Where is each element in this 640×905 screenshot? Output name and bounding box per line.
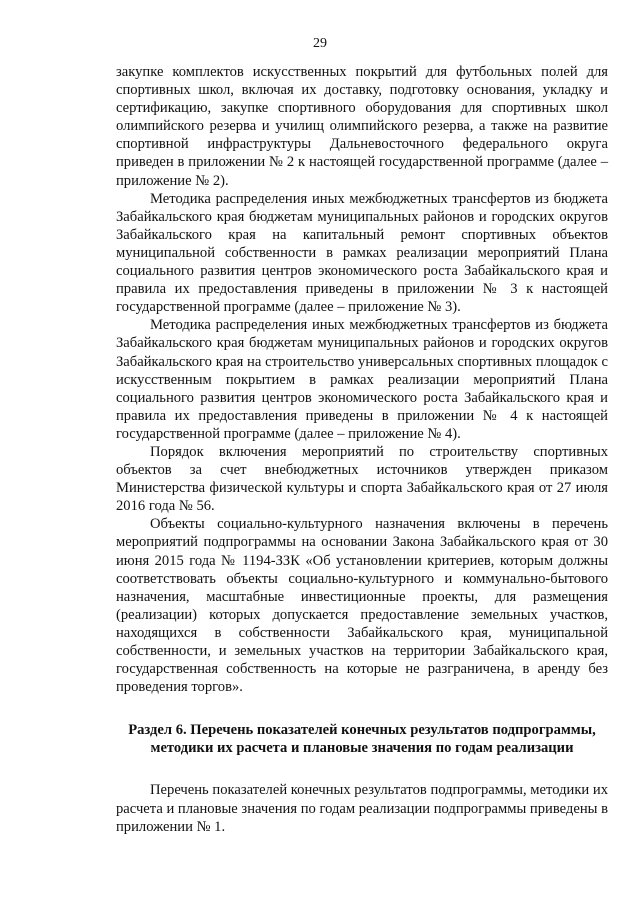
paragraph-social-objects: Объекты социально-культурного назначения включены в перечень мероприятий подпрограммы на основании Закона Забайкальского края от 30 июня 2015 года № 1194-ЗЗК «Об установлении критериев, которым должны соответствовать объекты социально-культурного и коммунально-бытового назначения, масштабные инвестиционные проекты, для размещения (реализации) которых допускается предоставление земельных участков, находящихся в собственности Забайкальского края, муниципальной собственности, и земельных участков на территории Забайкальского края, государственная собственность на которые не разграничена, в аренду без проведения торгов». [116,516,608,696]
section-heading-line-2: методики их расчета и плановые значения по годам реализации [150,740,574,757]
paragraph-indicators: Перечень показателей конечных результатов подпрограммы, методики их расчета и плановые значения по годам реализации подпрограммы приведены в приложении № 1. [116,782,608,835]
page-body [116,63,608,836]
paragraph-inclusion-procedure: Порядок включения мероприятий по строительству спортивных объектов за счет внебюджетных источников утвержден приказом Министерства физической культуры и спорта Забайкальского края от 27 июля 2016 года № 56. [116,443,608,515]
paragraph-appendix-3: Методика распределения иных межбюджетных трансфертов из бюджета Забайкальского края бюджетам муниципальных районов и городских округов Забайкальского края на капитальный ремонт спортивных объектов муниципальной собственности в рамках реализации мероприятий Плана социального развития центров экономического роста Забайкальского края и правила их предоставления приведены в приложении № 3 к настоящей государственной программе (далее – приложение № 3). [116,190,608,316]
paragraph-appendix-4: Методика распределения иных межбюджетных трансфертов из бюджета Забайкальского края бюджетам муниципальных районов и городских округов Забайкальского края на строительство универсальных спортивных площадок с искусственным покрытием в рамках реализации мероприятий Плана социального развития центров экономического роста Забайкальского края и правила их предоставления приведены в приложении № 4 к настоящей государственной программе (далее – приложение № 4). [116,317,608,442]
paragraph-continued: закупке комплектов искусственных покрытий для футбольных полей для спортивных школ, включая их доставку, подготовку основания, укладку и сертификацию, закупке спортивного оборудования для спортивных школ олимпийского резерва и училищ олимпийского резерва, а также на развитие спортивной инфраструктуры Дальневосточного федерального округа приведен в приложении № 2 к настоящей государственной программе (далее – приложение № 2). [116,64,608,189]
section-6-heading [116,721,608,757]
section-heading-line-1: Раздел 6. Перечень показателей конечных результатов подпрограммы, [128,722,596,739]
page-number: 29 [313,36,327,51]
